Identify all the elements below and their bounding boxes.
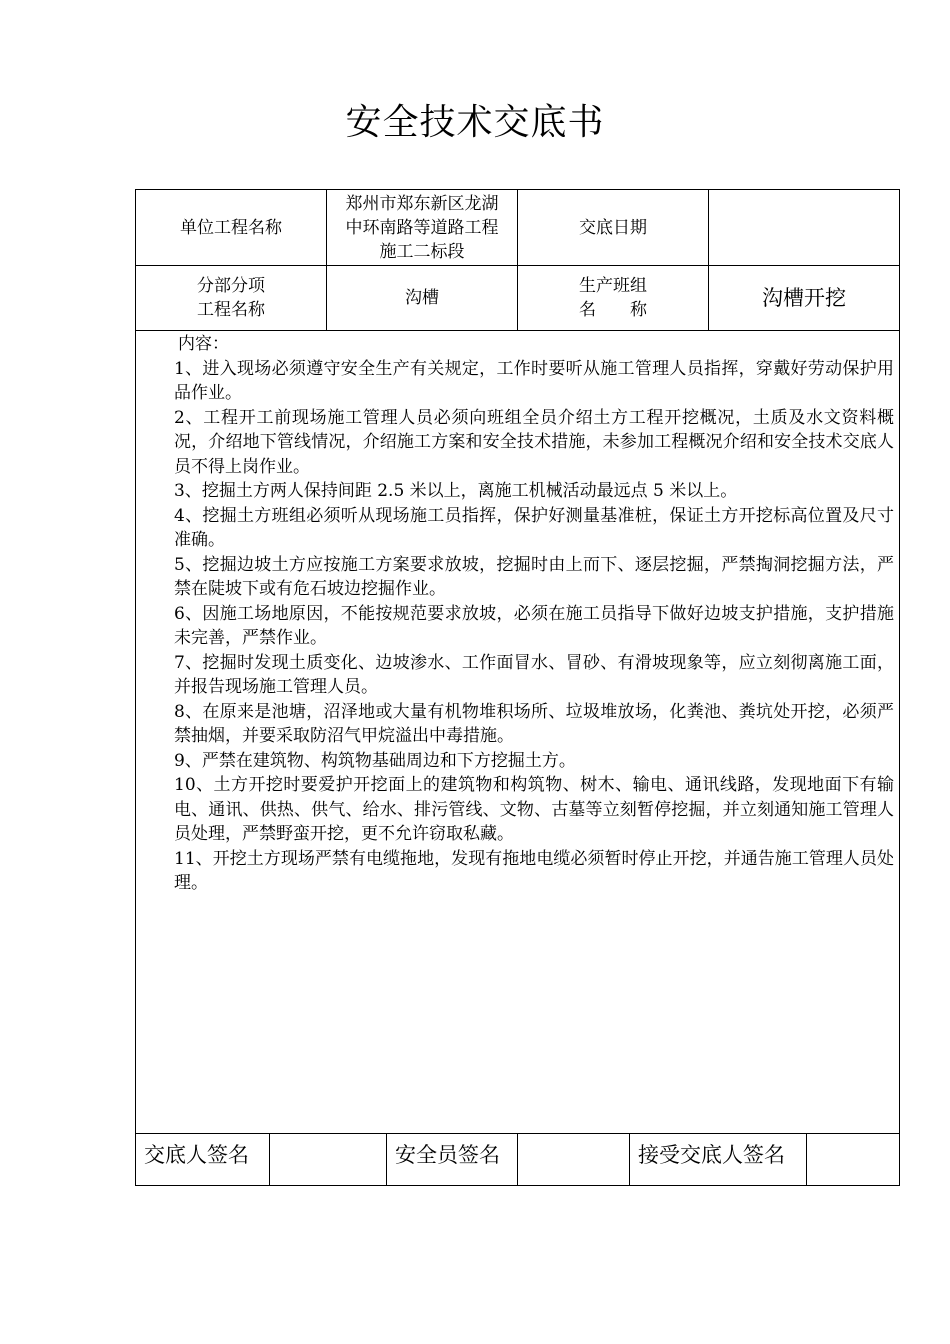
content-item: 6、因施工场地原因，不能按规范要求放坡，必须在施工员指导下做好边坡支护措施，支护措施未完善，严禁作业。: [174, 603, 894, 648]
sub-project-label-line: 工程名称: [197, 300, 265, 320]
table-border-right: [899, 189, 900, 1186]
content-item: 5、挖掘边坡土方应按施工方案要求放坡，挖掘时由上而下、逐层挖掘，严禁掏洞挖掘方法，严禁在陡坡下或有危石坡边挖掘作业。: [174, 554, 894, 599]
sub-project-value: 沟槽: [405, 288, 439, 308]
unit-project-line: 中环南路等道路工程: [345, 217, 499, 238]
presenter-signature-field[interactable]: [270, 1134, 386, 1186]
content-heading: 内容：: [178, 334, 229, 354]
content-item: 4、挖掘土方班组必须听从现场施工员指挥，保护好测量基准桩，保证土方开挖标高位置及尺寸准确。: [174, 505, 894, 550]
presenter-signature-label: 交底人签名: [144, 1143, 249, 1167]
table-border-left: [135, 189, 136, 1186]
content-item: 10、土方开挖时要爱护开挖面上的建筑物和构筑物、树木、输电、通讯线路，发现地面下有输电、通讯、供热、供气、给水、排污管线、文物、古墓等立刻暂停挖掘，并立刻通知施工管理人员处理，严禁野蛮开挖，更不允许窃取私藏。: [174, 775, 894, 844]
content-item: 8、在原来是池塘，沼泽地或大量有机物堆积场所、垃圾堆放场，化粪池、粪坑处开挖，必须严禁抽烟，并要采取防沼气甲烷溢出中毒措施。: [174, 701, 894, 746]
content-item: 3、挖掘土方两人保持间距 2.5 米以上，离施工机械活动最远点 5 米以上。: [174, 481, 738, 501]
content-item: 2、工程开工前现场施工管理人员必须向班组全员介绍土方工程开挖概况，土质及水文资料概况，介绍地下管线情况，介绍施工方案和安全技术措施，未参加工程概况介绍和安全技术交底人员不得上岗作业。: [174, 407, 894, 477]
team-label-line: 名 称: [579, 300, 647, 320]
unit-project-line: 施工二标段: [379, 241, 465, 262]
team-label-line: 生产班组: [579, 276, 647, 296]
content-item: 7、挖掘时发现土质变化、边坡渗水、工作面冒水、冒砂、有滑坡现象等，应立刻彻离施工面，并报告现场施工管理人员。: [174, 652, 894, 697]
content-item: 1、进入现场必须遵守安全生产有关规定，工作时要听从施工管理人员指挥，穿戴好劳动保护用品作业。: [174, 358, 894, 403]
sub-project-label-line: 分部分项: [197, 276, 265, 296]
safety-officer-signature-field[interactable]: [518, 1134, 629, 1186]
safety-officer-signature-label: 安全员签名: [395, 1143, 500, 1167]
receiver-signature-field[interactable]: [807, 1134, 899, 1186]
unit-project-line: 郑州市郑东新区龙湖: [345, 193, 499, 214]
team-value: 沟槽开挖: [762, 286, 846, 310]
receiver-signature-label: 接受交底人签名: [638, 1143, 785, 1167]
content-item: 11、开挖土方现场严禁有电缆拖地，发现有拖地电缆必须暂时停止开挖，并通告施工管理人员处理。: [174, 848, 894, 893]
date-value: [709, 190, 899, 265]
unit-project-label: 单位工程名称: [180, 217, 282, 238]
sub-project-label: [136, 266, 326, 330]
content-item: 9、严禁在建筑物、构筑物基础周边和下方挖掘土方。: [174, 750, 576, 771]
unit-project-value: [327, 190, 517, 265]
content-body: [174, 332, 894, 896]
document-title: 安全技术交底书: [345, 102, 605, 143]
team-label: [518, 266, 708, 330]
date-label: 交底日期: [579, 217, 647, 238]
